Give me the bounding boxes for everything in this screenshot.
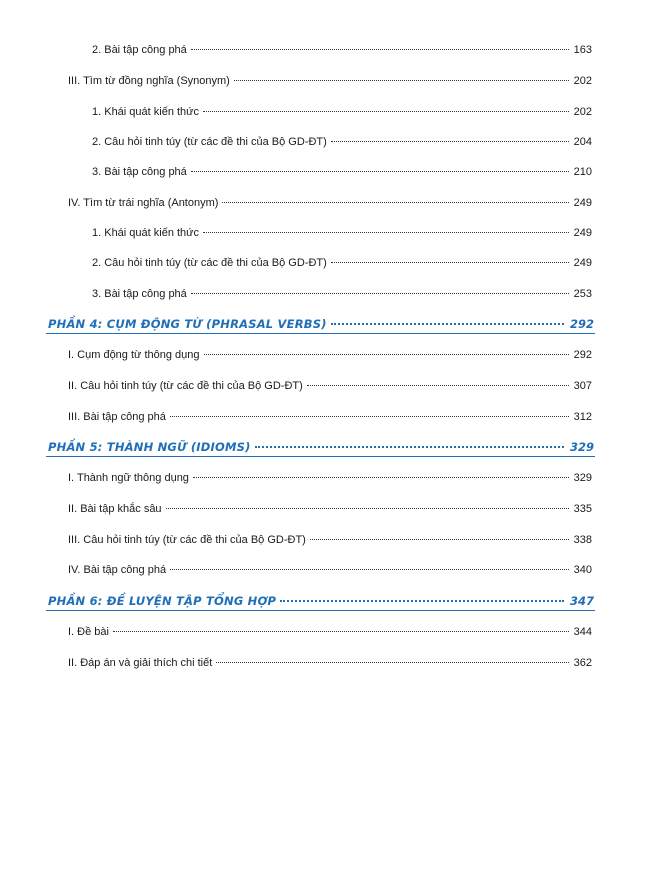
page-number: 202 bbox=[573, 106, 592, 118]
toc-entry bbox=[68, 347, 592, 362]
toc-entry-label: 2. Câu hỏi tinh túy (từ các đề thi của Bộ GD-ĐT) bbox=[92, 257, 327, 269]
toc-entry bbox=[92, 286, 592, 301]
page-number: 202 bbox=[573, 75, 592, 87]
part-underline bbox=[46, 456, 595, 457]
toc-entry bbox=[92, 42, 592, 57]
dot-leader bbox=[191, 39, 569, 50]
part-heading bbox=[48, 439, 594, 455]
toc-entry-label: 1. Khái quát kiến thức bbox=[92, 227, 200, 239]
toc-entry-label: 2. Câu hỏi tinh túy (từ các đề thi của Bộ GD-ĐT) bbox=[92, 136, 327, 148]
page-number: 249 bbox=[573, 197, 592, 209]
page-number: 253 bbox=[573, 288, 592, 300]
dot-leader bbox=[166, 498, 569, 509]
dot-leader bbox=[331, 131, 569, 142]
dot-leader bbox=[255, 436, 564, 448]
page-number: 338 bbox=[573, 534, 592, 546]
dot-leader bbox=[331, 252, 569, 263]
toc-entry bbox=[68, 409, 592, 424]
toc-entry-label: 3. Bài tập công phá bbox=[92, 166, 187, 178]
toc-entry bbox=[68, 195, 592, 210]
page-number: 335 bbox=[573, 503, 592, 515]
page-number: 307 bbox=[573, 380, 592, 392]
dot-leader bbox=[191, 283, 569, 294]
dot-leader bbox=[216, 652, 568, 663]
dot-leader bbox=[203, 101, 569, 112]
toc-entry-label: II. Bài tập khắc sâu bbox=[68, 503, 162, 515]
toc-entry-label: I. Cụm động từ thông dụng bbox=[68, 349, 200, 361]
page-number: 292 bbox=[569, 317, 594, 331]
toc-entry bbox=[68, 562, 592, 577]
dot-leader bbox=[191, 161, 569, 172]
page-number: 312 bbox=[573, 411, 592, 423]
dot-leader bbox=[310, 529, 569, 540]
page-number: 344 bbox=[573, 626, 592, 638]
dot-leader bbox=[170, 559, 569, 570]
toc-entry bbox=[92, 164, 592, 179]
toc-entry-label: II. Đáp án và giải thích chi tiết bbox=[68, 657, 213, 669]
page-number: 329 bbox=[569, 440, 594, 454]
toc-entry bbox=[68, 378, 592, 393]
page-number: 347 bbox=[569, 594, 594, 608]
page-number: 210 bbox=[573, 166, 592, 178]
dot-leader bbox=[203, 222, 569, 233]
toc-entry-label: III. Bài tập công phá bbox=[68, 411, 166, 423]
toc-entry bbox=[92, 104, 592, 119]
page-number: 329 bbox=[573, 472, 592, 484]
toc-entry-label: I. Đề bài bbox=[68, 626, 109, 638]
toc-entry-label: IV. Tìm từ trái nghĩa (Antonym) bbox=[68, 197, 219, 209]
toc-entry bbox=[68, 73, 592, 88]
part-heading bbox=[48, 316, 594, 332]
part-heading-label: PHẦN 5: THÀNH NGỮ (IDIOMS) bbox=[48, 440, 251, 454]
toc-entry bbox=[68, 624, 592, 639]
part-underline bbox=[46, 610, 595, 611]
dot-leader bbox=[222, 192, 568, 203]
toc-entry-label: I. Thành ngữ thông dụng bbox=[68, 472, 189, 484]
dot-leader bbox=[193, 467, 569, 478]
dot-leader bbox=[170, 406, 569, 417]
page-number: 249 bbox=[573, 227, 592, 239]
page-number: 292 bbox=[573, 349, 592, 361]
dot-leader bbox=[204, 344, 569, 355]
toc-entry-label: III. Câu hỏi tinh túy (từ các đề thi của Bộ GD-ĐT) bbox=[68, 534, 306, 546]
toc-entry-label: 1. Khái quát kiến thức bbox=[92, 106, 200, 118]
toc-entry bbox=[92, 255, 592, 270]
part-heading bbox=[48, 593, 594, 609]
toc-entry bbox=[68, 501, 592, 516]
part-heading-label: PHẦN 6: ĐỀ LUYỆN TẬP TỔNG HỢP bbox=[48, 594, 277, 608]
dot-leader bbox=[113, 621, 569, 632]
toc-entry bbox=[68, 532, 592, 547]
page-number: 163 bbox=[573, 44, 592, 56]
toc-entry bbox=[92, 225, 592, 240]
page-number: 204 bbox=[573, 136, 592, 148]
dot-leader bbox=[331, 313, 564, 325]
toc-entry-label: II. Câu hỏi tinh túy (từ các đề thi của Bộ GD-ĐT) bbox=[68, 380, 303, 392]
part-heading-label: PHẦN 4: CỤM ĐỘNG TỪ (PHRASAL VERBS) bbox=[48, 317, 327, 331]
part-underline bbox=[46, 333, 595, 334]
dot-leader bbox=[280, 590, 564, 602]
page-number: 249 bbox=[573, 257, 592, 269]
toc-entry-label: III. Tìm từ đồng nghĩa (Synonym) bbox=[68, 75, 230, 87]
toc-entry-label: IV. Bài tập công phá bbox=[68, 564, 167, 576]
dot-leader bbox=[307, 375, 569, 386]
toc-entry bbox=[92, 134, 592, 149]
page-number: 340 bbox=[573, 564, 592, 576]
toc-entry-label: 2. Bài tập công phá bbox=[92, 44, 187, 56]
page-number: 362 bbox=[573, 657, 592, 669]
toc-entry bbox=[68, 470, 592, 485]
toc-entry-label: 3. Bài tập công phá bbox=[92, 288, 187, 300]
toc-entry bbox=[68, 655, 592, 670]
dot-leader bbox=[234, 70, 569, 81]
